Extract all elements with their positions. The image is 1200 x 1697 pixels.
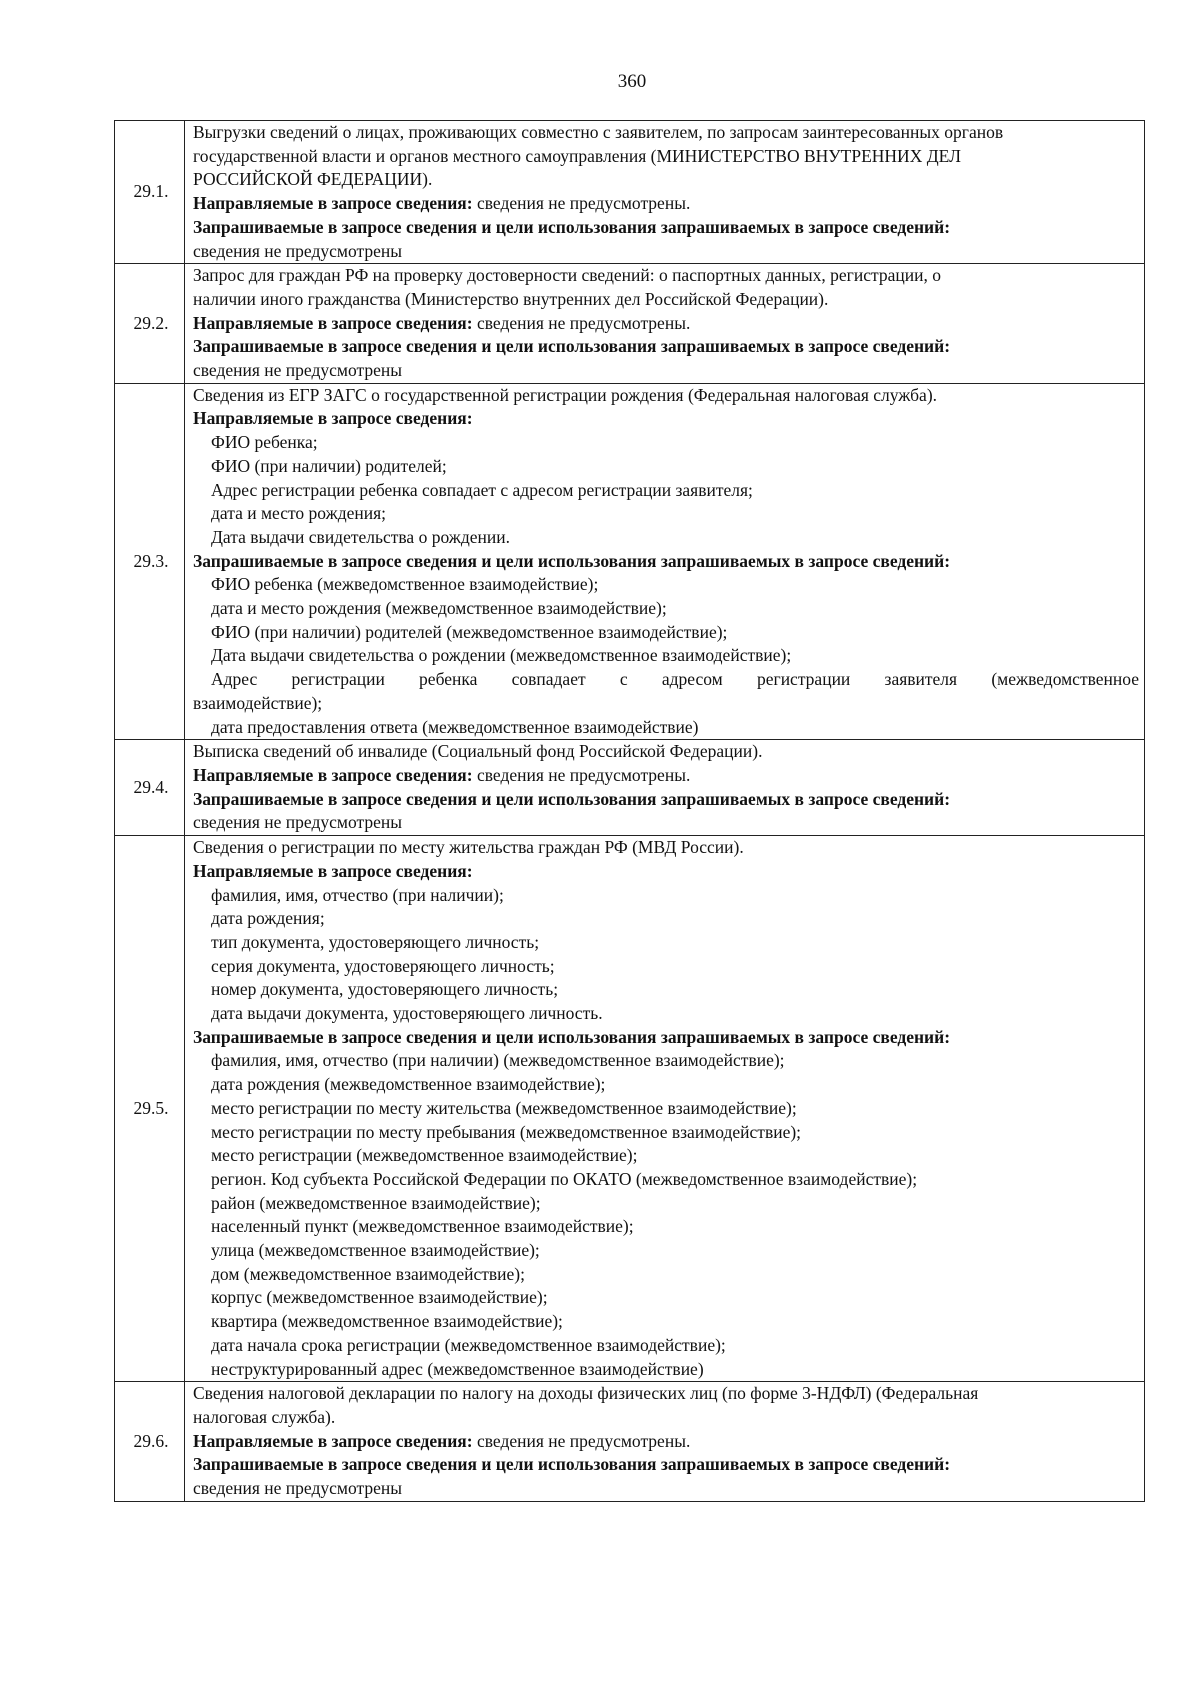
row-number: 29.4.: [115, 740, 185, 836]
requested-label: Запрашиваемые в запросе сведения и цели использования запрашиваемых в запросе сведений:: [193, 550, 951, 571]
row-content: [185, 1382, 1145, 1502]
sent-value: сведения не предусмотрены.: [476, 193, 691, 214]
sent-item: дата и место рождения;: [211, 503, 387, 524]
requested-value: сведения не предусмотрены: [193, 812, 402, 833]
sent-item: Дата выдачи свидетельства о рождении.: [211, 526, 510, 547]
row-title-line: наличии иного гражданства (Министерство внутренних дел Российской Федерации).: [193, 288, 829, 309]
row-number: 29.1.: [115, 121, 185, 264]
sent-line: [193, 192, 1139, 216]
table-row: [115, 1382, 1145, 1502]
row-title-line: Сведения налоговой декларации по налогу на доходы физических лиц (по форме 3-НДФЛ) (Федеральная: [193, 1383, 979, 1404]
sent-label: Направляемые в запросе сведения:: [193, 1430, 473, 1451]
requested-item: Дата выдачи свидетельства о рождении (межведомственное взаимодействие);: [211, 645, 792, 666]
table-row: [115, 383, 1145, 740]
sent-value: сведения не предусмотрены.: [476, 1430, 691, 1451]
row-title-line: Выгрузки сведений о лицах, проживающих совместно с заявителем, по запросам заинтересованных органов: [193, 122, 1004, 142]
sent-label: Направляемые в запросе сведения:: [193, 764, 473, 785]
requested-label: Запрашиваемые в запросе сведения и цели использования запрашиваемых в запросе сведений:: [193, 216, 951, 237]
requested-value: сведения не предусмотрены: [193, 240, 402, 261]
row-content: [185, 740, 1145, 836]
sent-line: [193, 764, 1139, 788]
row-content: [185, 383, 1145, 740]
requested-value: сведения не предусмотрены: [193, 360, 402, 381]
row-number: 29.3.: [115, 383, 185, 740]
requested-item: дата рождения (межведомственное взаимодействие);: [211, 1074, 606, 1095]
row-title-line: государственной власти и органов местного самоуправления (МИНИСТЕРСТВО ВНУТРЕННИХ ДЕЛ: [193, 145, 961, 166]
requested-item: неструктурированный адрес (межведомственное взаимодействие): [211, 1358, 704, 1379]
requested-item: регион. Код субъекта Российской Федерации по ОКАТО (межведомственное взаимодействие);: [211, 1168, 918, 1189]
requested-item: фамилия, имя, отчество (при наличии) (межведомственное взаимодействие);: [211, 1050, 785, 1071]
sent-item: Адрес регистрации ребенка совпадает с адресом регистрации заявителя;: [211, 479, 753, 500]
requested-item: дата начала срока регистрации (межведомственное взаимодействие);: [211, 1334, 726, 1355]
sent-label: Направляемые в запросе сведения:: [193, 408, 473, 429]
requested-item: место регистрации по месту пребывания (межведомственное взаимодействие);: [211, 1121, 802, 1142]
sent-item: номер документа, удостоверяющего личность;: [211, 979, 559, 1000]
requested-value: сведения не предусмотрены: [193, 1478, 402, 1499]
requested-label: Запрашиваемые в запросе сведения и цели использования запрашиваемых в запросе сведений:: [193, 788, 951, 809]
requested-item: дата предоставления ответа (межведомственное взаимодействие): [211, 716, 699, 737]
sent-label: Направляемые в запросе сведения:: [193, 193, 473, 214]
requested-item: квартира (межведомственное взаимодействие);: [211, 1311, 563, 1332]
sent-line: [193, 1430, 1139, 1454]
requested-item: ФИО ребенка (межведомственное взаимодействие);: [211, 574, 599, 595]
requested-item: дата и место рождения (межведомственное взаимодействие);: [211, 598, 667, 619]
sent-label: Направляемые в запросе сведения:: [193, 312, 473, 333]
row-title-line: РОССИЙСКОЙ ФЕДЕРАЦИИ).: [193, 169, 433, 190]
sent-label: Направляемые в запросе сведения:: [193, 860, 473, 881]
table-row: [115, 740, 1145, 836]
sent-line: [193, 312, 1139, 336]
requested-item: ФИО (при наличии) родителей (межведомственное взаимодействие);: [211, 621, 728, 642]
table-row: [115, 264, 1145, 384]
requests-table: [114, 120, 1145, 1502]
requested-item: место регистрации (межведомственное взаимодействие);: [211, 1145, 638, 1166]
table-row: [115, 121, 1145, 264]
sent-item: серия документа, удостоверяющего личность;: [211, 955, 555, 976]
requested-item: населенный пункт (межведомственное взаимодействие);: [211, 1216, 634, 1237]
sent-value: сведения не предусмотрены.: [476, 764, 691, 785]
requested-item: место регистрации по месту жительства (межведомственное взаимодействие);: [211, 1097, 797, 1118]
row-title-line: Запрос для граждан РФ на проверку достоверности сведений: о паспортных данных, регистрации, о: [193, 265, 941, 286]
row-content: [185, 264, 1145, 384]
table-row: [115, 836, 1145, 1382]
requested-label: Запрашиваемые в запросе сведения и цели использования запрашиваемых в запросе сведений:: [193, 1454, 951, 1475]
requested-label: Запрашиваемые в запросе сведения и цели использования запрашиваемых в запросе сведений:: [193, 336, 951, 357]
sent-item: тип документа, удостоверяющего личность;: [211, 931, 540, 952]
requested-label: Запрашиваемые в запросе сведения и цели использования запрашиваемых в запросе сведений:: [193, 1026, 951, 1047]
requested-item-justified: Адрес регистрации ребенка совпадает с адресом регистрации заявителя (межведомственное: [211, 669, 1139, 690]
row-content: [185, 836, 1145, 1382]
sent-item: фамилия, имя, отчество (при наличии);: [211, 884, 504, 905]
row-title-line: Сведения о регистрации по месту жительства граждан РФ (МВД России).: [193, 837, 744, 858]
sent-item: дата рождения;: [211, 908, 325, 929]
sent-value: сведения не предусмотрены.: [476, 312, 691, 333]
requested-item-wrap: взаимодействие);: [193, 692, 323, 713]
row-number: 29.2.: [115, 264, 185, 384]
page-number: 360: [617, 71, 647, 92]
sent-item: дата выдачи документа, удостоверяющего личность.: [211, 1003, 603, 1024]
row-title-line: налоговая служба).: [193, 1406, 336, 1427]
row-number: 29.6.: [115, 1382, 185, 1502]
requested-item: улица (межведомственное взаимодействие);: [211, 1240, 540, 1261]
requested-item: район (межведомственное взаимодействие);: [211, 1192, 541, 1213]
row-content: [185, 121, 1145, 264]
sent-item: ФИО ребенка;: [211, 432, 318, 453]
row-title-line: Выписка сведений об инвалиде (Социальный фонд Российской Федерации).: [193, 741, 763, 762]
requested-item: корпус (межведомственное взаимодействие);: [211, 1287, 548, 1308]
row-title-line: Сведения из ЕГР ЗАГС о государственной регистрации рождения (Федеральная налоговая служба).: [193, 384, 938, 405]
requested-item: дом (межведомственное взаимодействие);: [211, 1263, 525, 1284]
row-number: 29.5.: [115, 836, 185, 1382]
sent-item: ФИО (при наличии) родителей;: [211, 455, 447, 476]
